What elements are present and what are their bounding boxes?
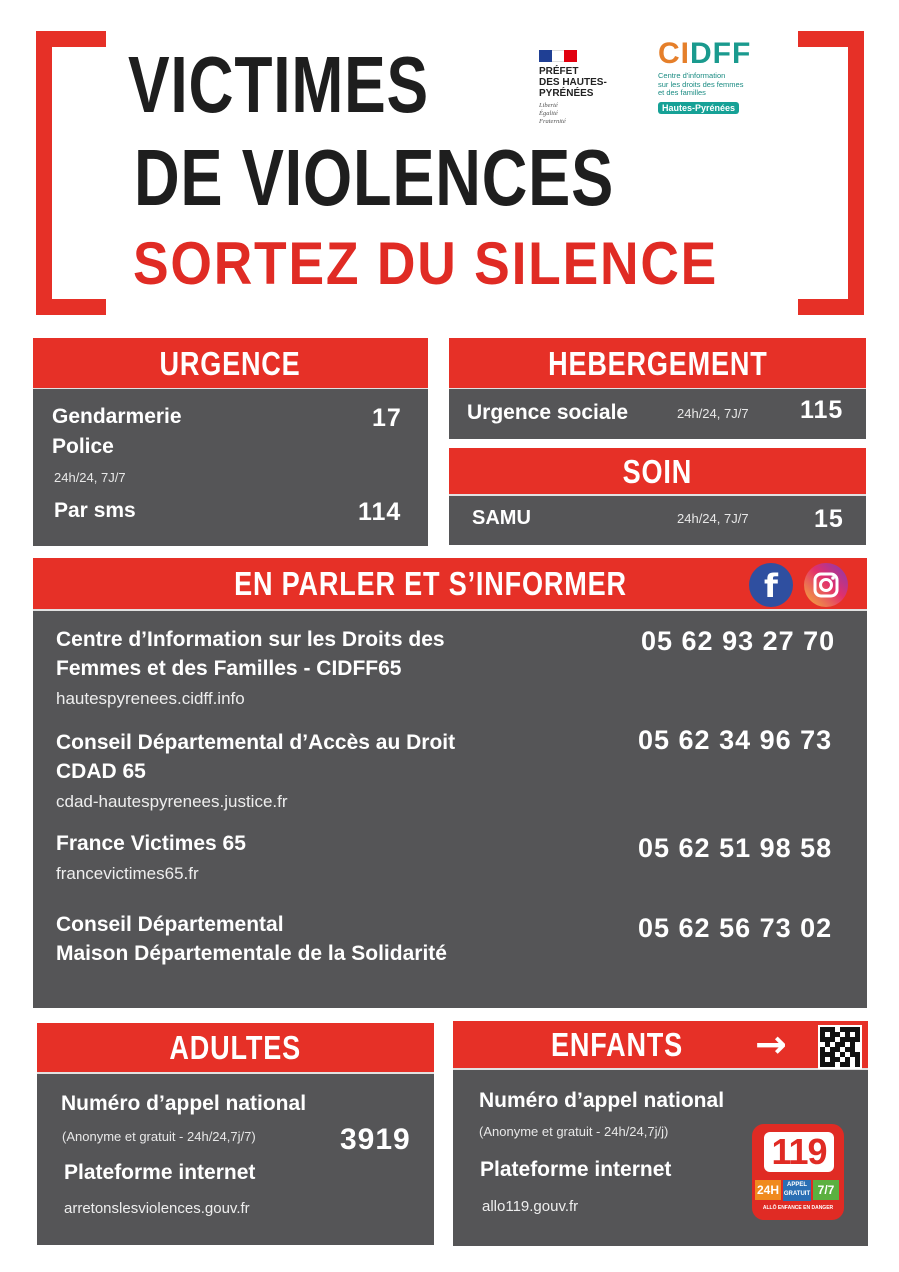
- urgence-hours: 24h/24, 7J/7: [54, 470, 126, 485]
- sms-number: 114: [358, 498, 402, 526]
- right-bracket: [798, 31, 864, 315]
- cidff-logo: [658, 38, 768, 116]
- badge-days: 7/7: [813, 1180, 839, 1200]
- hebergement-hours: 24h/24, 7J/7: [677, 406, 749, 421]
- entry-2-phone: 05 62 34 96 73: [638, 725, 833, 755]
- motto-1: Liberté: [539, 102, 558, 109]
- cidff-logo-dff: DFF: [690, 37, 752, 70]
- adultes-url[interactable]: arretonslesviolences.gouv.fr: [64, 1200, 250, 1217]
- qr-code-icon[interactable]: [818, 1025, 862, 1069]
- cidff-desc-3: et des familles: [658, 88, 706, 97]
- cidff-logo-ci: CI: [658, 37, 690, 70]
- entry-4-phone: 05 62 56 73 02: [638, 913, 833, 943]
- adultes-label: Numéro d’appel national: [61, 1092, 307, 1115]
- prefet-line-1: PRÉFET: [539, 66, 579, 77]
- hebergement-label: Urgence sociale: [467, 401, 629, 424]
- badge-tagline: ALLÔ ENFANCE EN DANGER: [762, 1205, 834, 1211]
- prefet-logo: [539, 50, 639, 126]
- adultes-header: ADULTES: [37, 1023, 434, 1072]
- prefet-line-2: DES HAUTES-: [539, 77, 607, 88]
- urgence-number: 17: [372, 404, 402, 432]
- sms-label: Par sms: [54, 499, 136, 522]
- enfants-note: (Anonyme et gratuit - 24h/24,7j/j): [479, 1124, 669, 1139]
- entry-4-line-1: Conseil Départemental: [56, 913, 284, 936]
- entry-1-phone: 05 62 93 27 70: [641, 626, 836, 656]
- info-header: EN PARLER ET S’INFORMER: [33, 558, 867, 609]
- badge-number: 119: [764, 1132, 834, 1172]
- french-flag-icon: [539, 50, 577, 62]
- adultes-number: 3919: [340, 1123, 411, 1156]
- title-line-1: VICTIMES: [128, 40, 429, 129]
- soin-label: SAMU: [472, 507, 531, 529]
- motto-2: Égalité: [539, 110, 558, 117]
- cidff-desc-2: sur les droits des femmes: [658, 79, 744, 89]
- entry-2-line-2: CDAD 65: [56, 760, 146, 783]
- entry-4-line-2: Maison Départementale de la Solidarité: [56, 942, 447, 965]
- entry-1-line-1: Centre d’Information sur les Droits des: [56, 628, 445, 651]
- instagram-icon[interactable]: [804, 563, 848, 607]
- left-bracket: [36, 31, 106, 315]
- enfants-platform: Plateforme internet: [480, 1158, 672, 1181]
- prefet-line-3: PYRÉNÉES: [539, 88, 594, 99]
- entry-3-line-1: France Victimes 65: [56, 832, 246, 855]
- title-line-3: SORTEZ DU SILENCE: [133, 230, 719, 297]
- adultes-platform: Plateforme internet: [64, 1161, 256, 1184]
- allo-119-badge: [752, 1124, 844, 1220]
- entry-1-line-2: Femmes et des Familles - CIDFF65: [56, 657, 402, 680]
- cidff-region: Hautes-Pyrénées: [658, 102, 739, 114]
- cidff-desc-1: Centre d'information: [658, 71, 726, 80]
- title-line-2: DE VIOLENCES: [134, 133, 615, 222]
- enfants-label: Numéro d’appel national: [479, 1089, 725, 1112]
- entry-1-url[interactable]: hautespyrenees.cidff.info: [56, 689, 245, 708]
- entry-3-url[interactable]: francevictimes65.fr: [56, 864, 199, 883]
- motto-3: Fraternité: [539, 118, 566, 125]
- arrow-right-icon: →: [755, 1022, 787, 1066]
- facebook-icon[interactable]: f: [749, 563, 793, 607]
- hebergement-number: 115: [800, 396, 844, 424]
- entry-2-url[interactable]: cdad-hautespyrenees.justice.fr: [56, 792, 288, 811]
- urgence-header: URGENCE: [33, 338, 428, 388]
- enfants-url[interactable]: allo119.gouv.fr: [482, 1198, 579, 1215]
- soin-number: 15: [814, 505, 844, 533]
- badge-24h: 24H: [755, 1180, 781, 1200]
- adultes-note: (Anonyme et gratuit - 24h/24,7j/7): [62, 1129, 256, 1144]
- badge-appel: APPEL GRATUIT: [783, 1180, 811, 1201]
- urgence-line-2: Police: [52, 435, 114, 458]
- soin-header: SOIN: [449, 448, 866, 494]
- entry-3-phone: 05 62 51 98 58: [638, 833, 833, 863]
- enfants-header: ENFANTS: [453, 1021, 868, 1068]
- entry-2-line-1: Conseil Départemental d’Accès au Droit: [56, 731, 456, 754]
- hebergement-header: HEBERGEMENT: [449, 338, 866, 388]
- urgence-line-1: Gendarmerie: [52, 405, 182, 428]
- soin-hours: 24h/24, 7J/7: [677, 511, 749, 526]
